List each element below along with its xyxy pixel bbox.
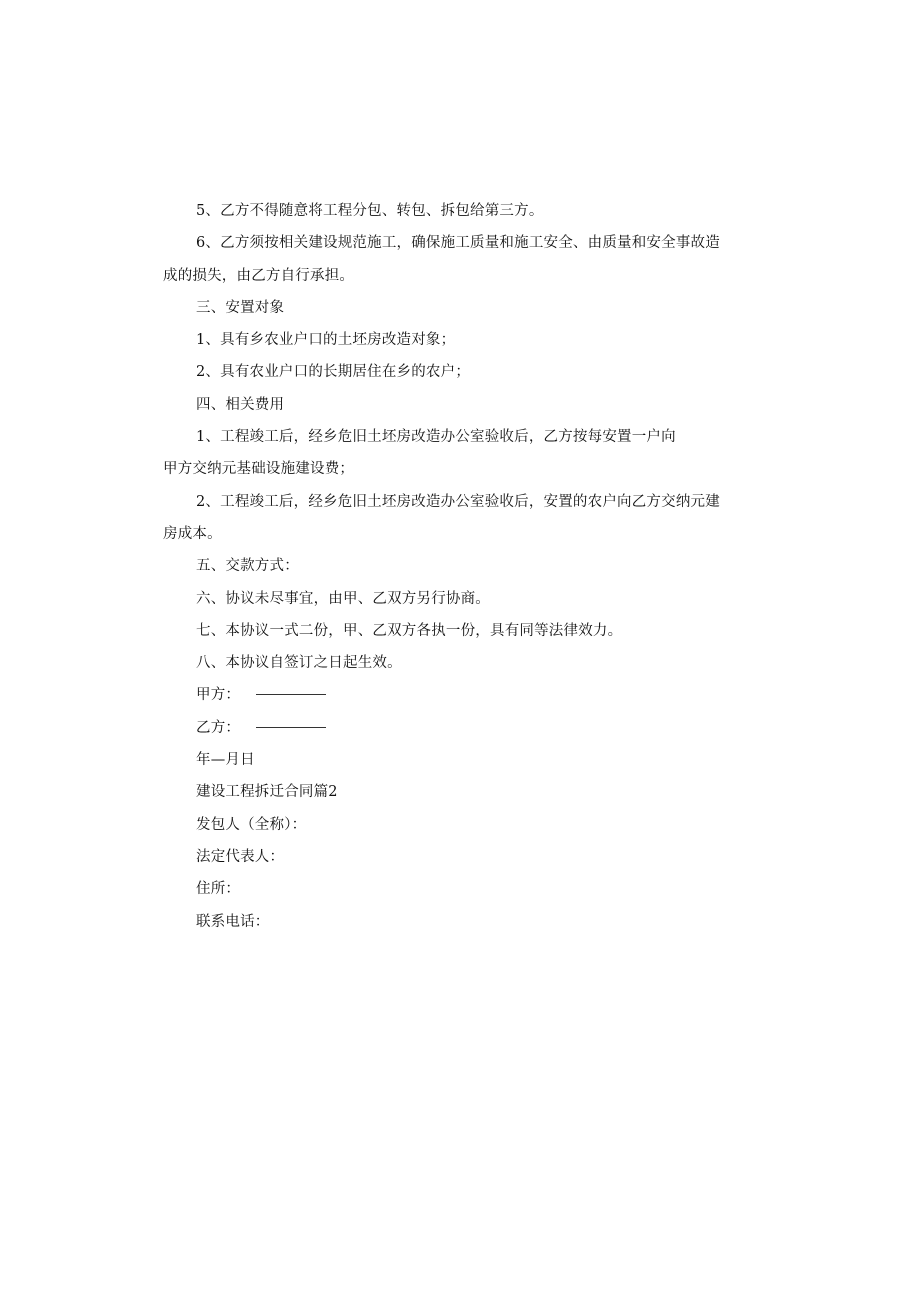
- signature-party-b-label: 乙方：: [196, 719, 241, 736]
- section-3-heading: 三、安置对象: [196, 299, 285, 316]
- section-title: 建设工程拆迁合同篇2: [196, 784, 338, 801]
- section-6-heading: 六、协议未尽事宜，由甲、乙双方另行协商。: [196, 590, 490, 607]
- signature-party-b: [163, 712, 753, 744]
- field-phone: 联系电话：: [196, 913, 270, 930]
- field-legal-representative: 法定代表人：: [196, 848, 285, 865]
- clause-6-construction-standards: 6、乙方须按相关建设规范施工，确保施工质量和施工安全、由质量和安全事故造: [196, 235, 720, 252]
- signature-party-b-line: [256, 726, 326, 728]
- section-3-item-1: 1、具有乡农业户口的土坯房改造对象；: [196, 332, 456, 349]
- section-5-heading: 五、交款方式：: [196, 558, 299, 575]
- document-body: [163, 195, 753, 938]
- section-4-item-1: 1、工程竣工后，经乡危旧土坯房改造办公室验收后，乙方按每安置一户向: [196, 429, 676, 446]
- clause-6-continuation: 成的损失，由乙方自行承担。: [163, 267, 355, 284]
- section-3-item-2: 2、具有农业户口的长期居住在乡的农户；: [196, 364, 471, 381]
- section-4-item-2-continuation: 房成本。: [163, 525, 222, 542]
- section-8-heading: 八、本协议自签订之日起生效。: [196, 655, 402, 672]
- date-line: 年—月日: [196, 752, 255, 769]
- signature-party-a-label: 甲方：: [196, 687, 241, 704]
- field-address: 住所：: [196, 881, 241, 898]
- section-4-heading: 四、相关费用: [196, 396, 285, 413]
- section-4-item-1-continuation: 甲方交纳元基础设施建设费；: [163, 461, 355, 478]
- section-4-item-2: 2、工程竣工后，经乡危旧土坯房改造办公室验收后，安置的农户向乙方交纳元建: [196, 493, 720, 510]
- clause-5-subcontract: 5、乙方不得随意将工程分包、转包、拆包给第三方。: [196, 203, 544, 219]
- section-7-heading: 七、本协议一式二份，甲、乙双方各执一份，具有同等法律效力。: [196, 622, 623, 639]
- signature-party-a: [163, 679, 753, 711]
- field-contractor: 发包人（全称）：: [196, 816, 307, 833]
- signature-party-a-line: [256, 693, 326, 695]
